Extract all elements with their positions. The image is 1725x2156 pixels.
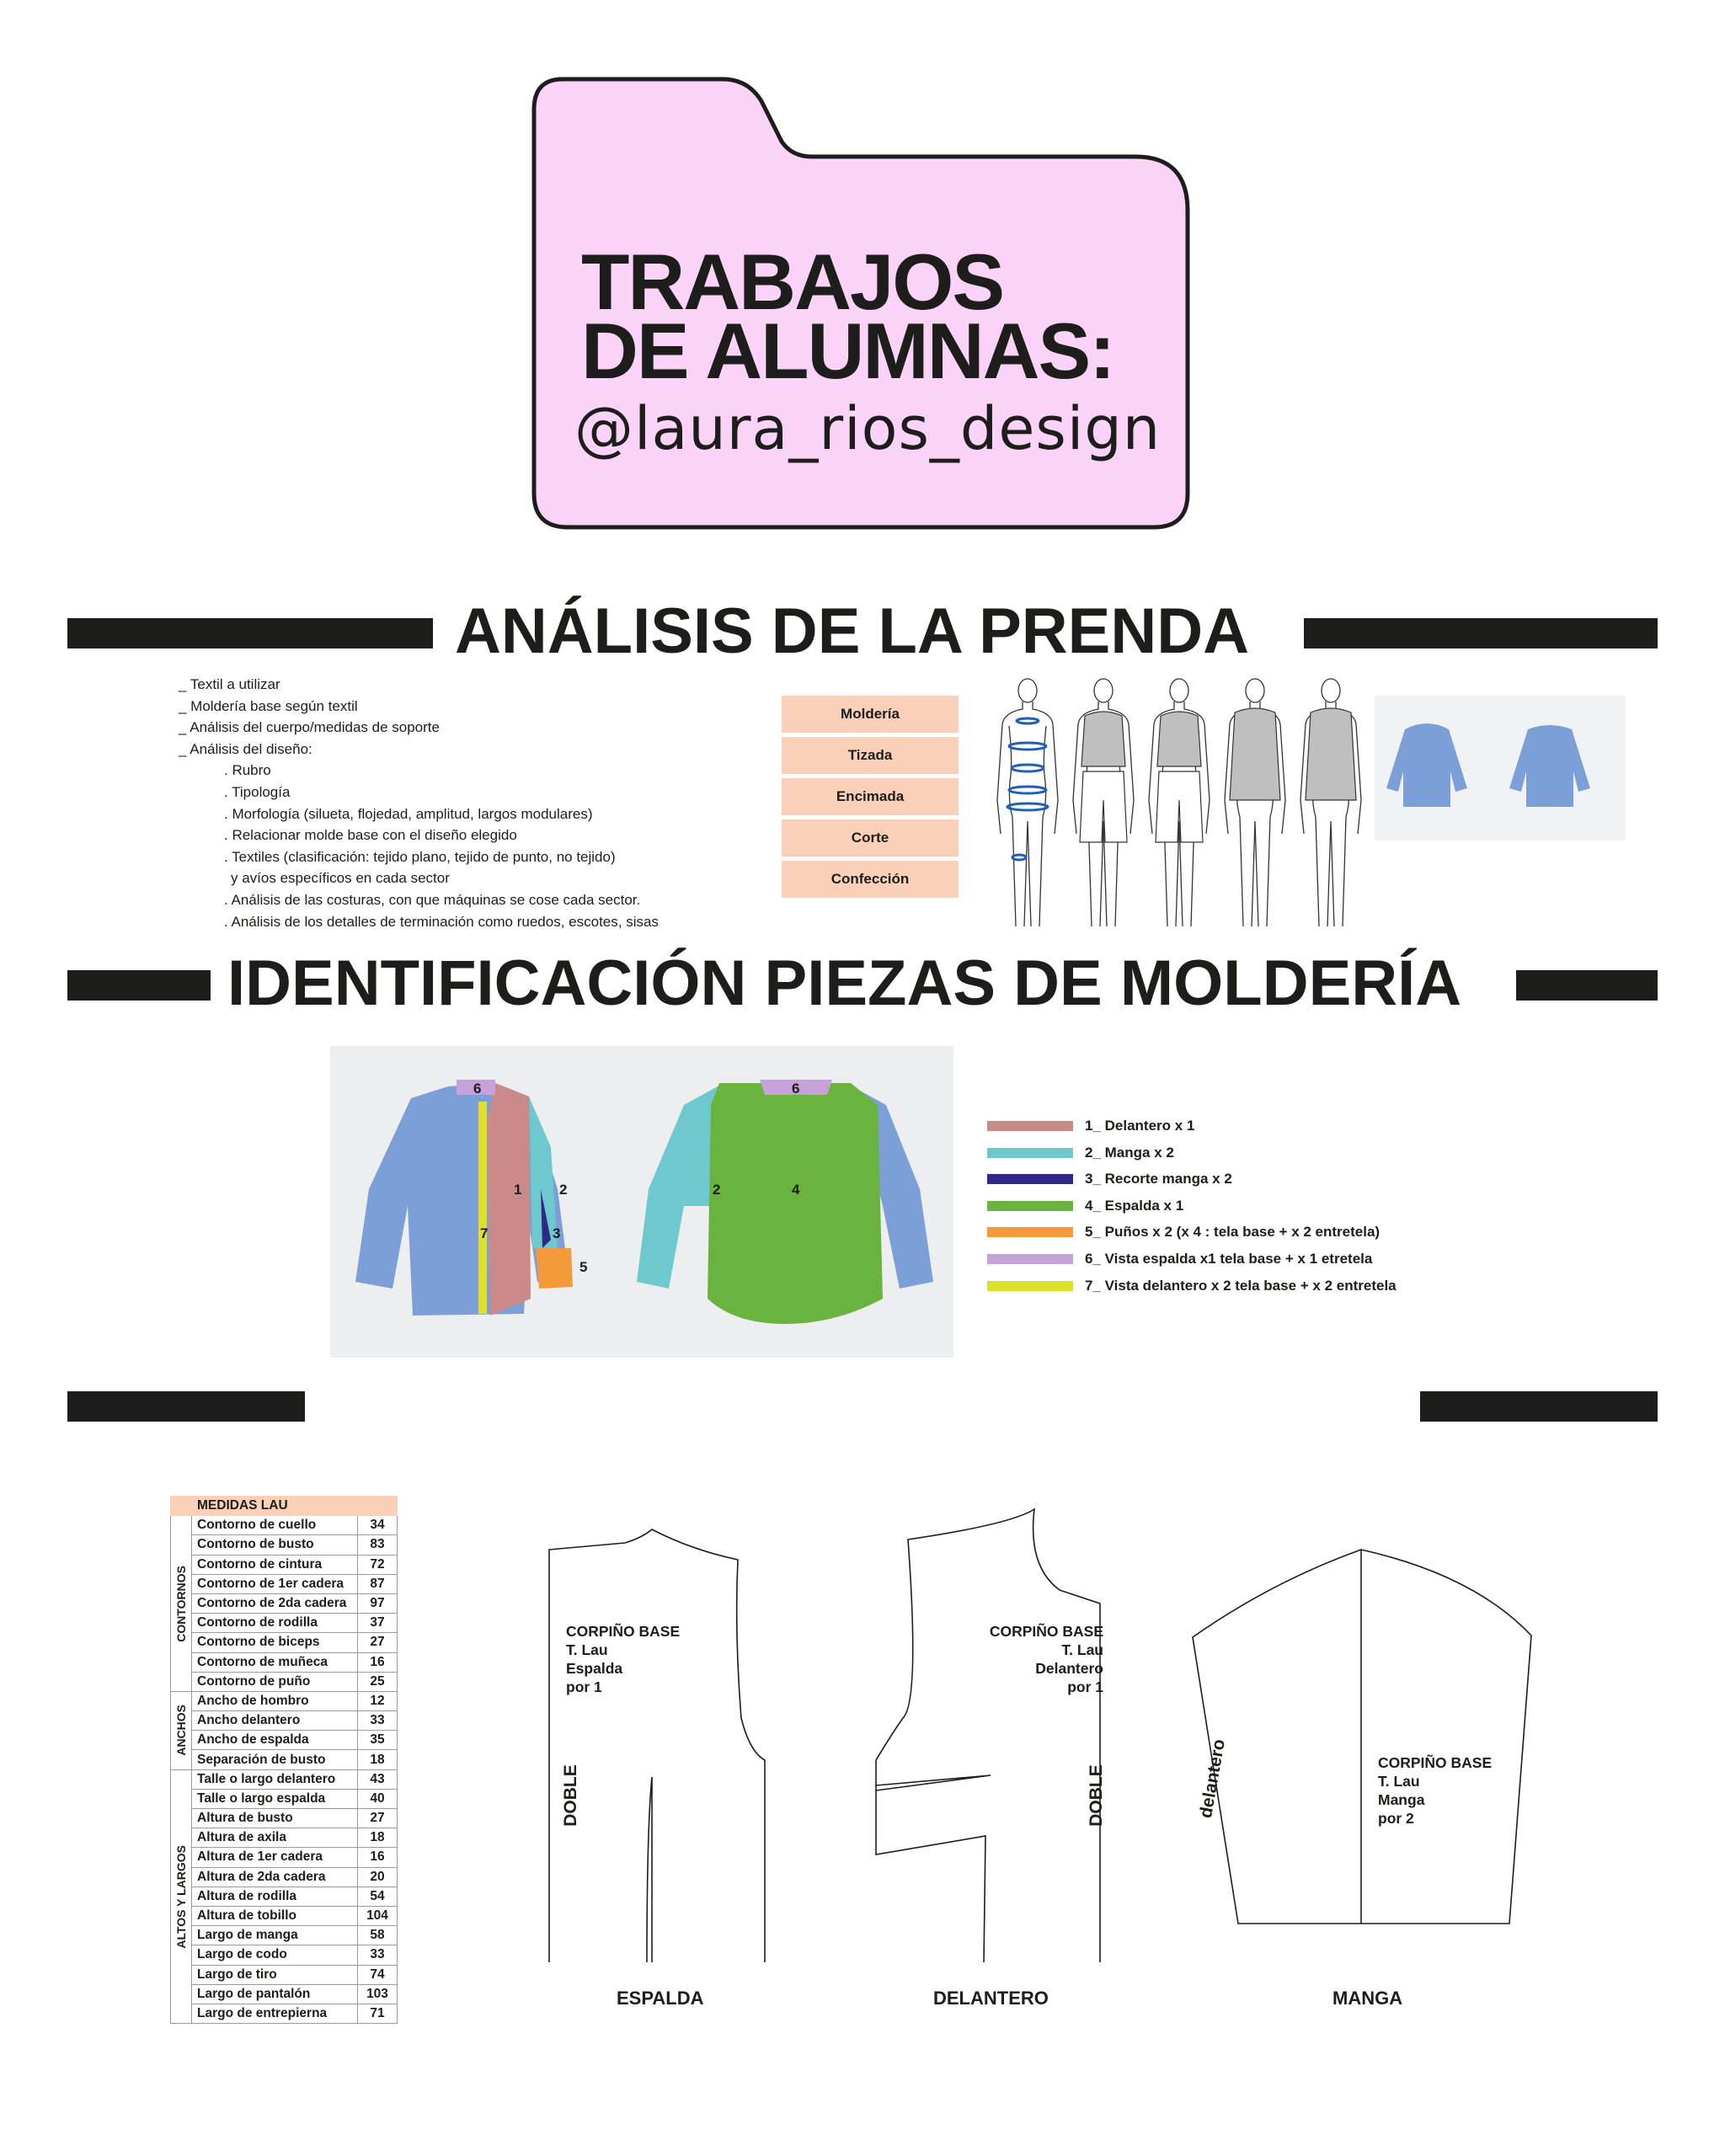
measure-value: 37 xyxy=(358,1614,398,1633)
list-item: _ Análisis del cuerpo/medidas de soporte xyxy=(179,719,440,736)
garment-pieces-image xyxy=(330,1046,953,1358)
measure-value: 71 xyxy=(358,2004,398,2023)
header-title-line2: DE ALUMNAS: xyxy=(581,307,1114,395)
legend-label: 4_ Espalda x 1 xyxy=(1085,1198,1184,1214)
legend-item xyxy=(987,1197,1183,1215)
piece-number: 3 xyxy=(553,1225,561,1241)
measure-label xyxy=(171,1497,192,1516)
pattern-manga-label: MANGA xyxy=(1332,1988,1403,2009)
table-row xyxy=(171,1965,398,1984)
list-item: _ Análisis del diseño: xyxy=(179,740,312,757)
measure-label: Contorno de cuello xyxy=(192,1516,358,1535)
table-row xyxy=(171,1672,398,1691)
table-row xyxy=(171,1828,398,1848)
pattern-espalda-fold: DOBLE xyxy=(561,1764,580,1827)
measure-label: Largo de manga xyxy=(192,1926,358,1945)
table-row xyxy=(171,1593,398,1613)
pattern-manga-side: delantero xyxy=(1195,1737,1230,1820)
table-row xyxy=(171,1789,398,1808)
table-row xyxy=(171,1691,398,1710)
legend-label: 6_ Vista espalda x1 tela base + x 1 etretela xyxy=(1085,1251,1373,1267)
measure-label: Altura de 2da cadera xyxy=(192,1867,358,1886)
table-row xyxy=(171,1848,398,1867)
section-bar-right xyxy=(1304,618,1658,648)
legend-swatch xyxy=(987,1174,1073,1184)
pattern-espalda-text: CORPIÑO BASE T. Lau Espalda por 1 xyxy=(566,1623,681,1695)
legend-swatch xyxy=(987,1148,1073,1158)
measure-value: 83 xyxy=(358,1535,398,1555)
table-row xyxy=(171,1633,398,1652)
legend-swatch xyxy=(987,1227,1073,1237)
table-row xyxy=(171,1809,398,1828)
measure-value: 58 xyxy=(358,1926,398,1945)
measure-value: 33 xyxy=(358,1945,398,1965)
list-subitem: . Tipología xyxy=(224,783,291,800)
section-bar-right xyxy=(1516,970,1658,1001)
measure-value: 43 xyxy=(358,1769,398,1789)
legend-label: 1_ Delantero x 1 xyxy=(1085,1118,1195,1134)
measure-label: Ancho delantero xyxy=(192,1711,358,1731)
garment-photo xyxy=(1375,696,1626,841)
measure-value: 16 xyxy=(358,1652,398,1672)
analysis-list xyxy=(179,674,659,932)
measure-value: 35 xyxy=(358,1731,398,1750)
table-row xyxy=(171,1614,398,1633)
table-row xyxy=(171,1731,398,1750)
list-subitem: . Rubro xyxy=(224,762,271,779)
measure-value xyxy=(358,1497,398,1516)
table-row xyxy=(171,1652,398,1672)
measure-value: 33 xyxy=(358,1711,398,1731)
measure-label: Contorno de 2da cadera xyxy=(192,1593,358,1613)
section-title-analisis: ANÁLISIS DE LA PRENDA xyxy=(455,595,1250,667)
measure-label: Talle o largo espalda xyxy=(192,1789,358,1808)
pattern-delantero-fold: DOBLE xyxy=(1087,1764,1106,1827)
list-subitem: . Análisis de los detalles de terminación como ruedos, escotes, sisas xyxy=(224,913,659,930)
measure-value: 104 xyxy=(358,1906,398,1925)
measure-label: Largo de tiro xyxy=(192,1965,358,1984)
section-title-identificacion: IDENTIFICACIÓN PIEZAS DE MOLDERÍA xyxy=(227,947,1462,1019)
measure-label: Talle o largo delantero xyxy=(192,1769,358,1789)
measure-value: 72 xyxy=(358,1555,398,1574)
measure-label: Largo de codo xyxy=(192,1945,358,1965)
measure-label: Altura de rodilla xyxy=(192,1886,358,1906)
group-label: ANCHOS xyxy=(171,1691,192,1769)
list-subitem: . Análisis de las costuras, con que máquinas se cose cada sector. xyxy=(224,891,641,908)
pattern-delantero-label: DELANTERO xyxy=(933,1988,1049,2009)
list-subitem: y avíos específicos en cada sector xyxy=(231,870,450,887)
table-row xyxy=(171,1906,398,1925)
step-molderia: Moldería xyxy=(782,696,959,733)
measure-label: Altura de axila xyxy=(192,1828,358,1848)
table-row xyxy=(171,1769,398,1789)
section-bar-left xyxy=(67,618,433,648)
measure-value: 54 xyxy=(358,1886,398,1906)
group-label: ALTOS Y LARGOS xyxy=(171,1769,192,2023)
legend-label: 5_ Puños x 2 (x 4 : tela base + x 2 entretela) xyxy=(1085,1224,1381,1240)
piece-number: 5 xyxy=(579,1259,588,1275)
table-row xyxy=(171,1886,398,1906)
legend-item xyxy=(987,1277,1397,1295)
measure-label: Contorno de rodilla xyxy=(192,1614,358,1633)
step-confeccion: Confección xyxy=(782,861,959,898)
measures-table xyxy=(170,1496,398,2024)
legend-swatch xyxy=(987,1201,1073,1211)
table-row xyxy=(171,1711,398,1731)
list-subitem: . Morfología (silueta, flojedad, amplitud, largos modulares) xyxy=(224,805,593,822)
pattern-manga xyxy=(1193,1550,1531,1924)
legend-label: 3_ Recorte manga x 2 xyxy=(1085,1171,1232,1187)
measure-value: 25 xyxy=(358,1672,398,1691)
measure-label: Contorno de 1er cadera xyxy=(192,1574,358,1593)
step-corte: Corte xyxy=(782,819,959,857)
measure-value: 16 xyxy=(358,1848,398,1867)
measure-value: 34 xyxy=(358,1516,398,1535)
header-title-line1: TRABAJOS xyxy=(581,237,1004,326)
pattern-espalda xyxy=(549,1529,765,1962)
legend-swatch xyxy=(987,1254,1073,1264)
piece-number: 1 xyxy=(514,1182,522,1198)
piece-number: 2 xyxy=(559,1182,568,1198)
measure-label: Contorno de cintura xyxy=(192,1555,358,1574)
table-row xyxy=(171,1535,398,1555)
measure-value: 18 xyxy=(358,1750,398,1769)
step-tizada: Tizada xyxy=(782,737,959,774)
body-figures-illustration xyxy=(994,674,1365,935)
list-item: _ Textil a utilizar xyxy=(179,676,280,692)
measure-label: Altura de 1er cadera xyxy=(192,1848,358,1867)
table-row xyxy=(171,1945,398,1965)
measure-label: Contorno de biceps xyxy=(192,1633,358,1652)
section-bar-left xyxy=(67,970,211,1001)
group-label: CONTORNOS xyxy=(171,1516,192,1692)
legend-item xyxy=(987,1250,1372,1268)
legend-swatch xyxy=(987,1121,1073,1131)
measure-label: Altura de tobillo xyxy=(192,1906,358,1925)
measure-value: 12 xyxy=(358,1691,398,1710)
measure-label: Altura de busto xyxy=(192,1809,358,1828)
header-handle: @laura_rios_design xyxy=(574,394,1162,463)
pattern-manga-text: CORPIÑO BASE T. Lau Manga por 2 xyxy=(1378,1754,1493,1827)
table-row xyxy=(171,1867,398,1886)
legend-label: 7_ Vista delantero x 2 tela base + x 2 entretela xyxy=(1085,1278,1397,1294)
measure-value: 97 xyxy=(358,1593,398,1613)
legend-item xyxy=(987,1117,1194,1135)
measure-label: Contorno de muñeca xyxy=(192,1652,358,1672)
list-item: _ Moldería base según textil xyxy=(179,697,358,714)
section-bar-left xyxy=(67,1391,305,1422)
measure-label: Ancho de espalda xyxy=(192,1731,358,1750)
table-row xyxy=(171,1750,398,1769)
pattern-espalda-label: ESPALDA xyxy=(617,1988,704,2009)
piece-number: 6 xyxy=(792,1081,800,1097)
piece-number: 7 xyxy=(480,1225,489,1241)
measure-label: Contorno de busto xyxy=(192,1535,358,1555)
table-row xyxy=(171,1984,398,2004)
legend-label: 2_ Manga x 2 xyxy=(1085,1145,1174,1161)
measure-value: 87 xyxy=(358,1574,398,1593)
piece-number: 4 xyxy=(792,1182,800,1198)
measure-value: 20 xyxy=(358,1867,398,1886)
pattern-delantero xyxy=(876,1509,1100,1962)
measure-label: Ancho de hombro xyxy=(192,1691,358,1710)
step-encimada: Encimada xyxy=(782,778,959,815)
table-title: MEDIDAS LAU xyxy=(192,1497,358,1516)
piece-number: 6 xyxy=(473,1081,482,1097)
legend-item xyxy=(987,1144,1174,1162)
list-subitem: . Textiles (clasificación: tejido plano, tejido de punto, no tejido) xyxy=(224,848,616,865)
measure-label: Largo de entrepierna xyxy=(192,2004,358,2023)
measure-value: 18 xyxy=(358,1828,398,1848)
measure-label: Largo de pantalón xyxy=(192,1984,358,2004)
pattern-drawings xyxy=(539,1491,1558,1962)
piece-number: 2 xyxy=(713,1182,721,1198)
pattern-delantero-text: CORPIÑO BASE T. Lau Delantero por 1 xyxy=(989,1623,1103,1695)
table-row xyxy=(171,1516,398,1535)
legend-item xyxy=(987,1170,1232,1188)
table-row xyxy=(171,2004,398,2023)
measure-label: Contorno de puño xyxy=(192,1672,358,1691)
measure-value: 103 xyxy=(358,1984,398,2004)
legend-swatch xyxy=(987,1281,1073,1291)
measure-value: 27 xyxy=(358,1809,398,1828)
measure-value: 40 xyxy=(358,1789,398,1808)
section-bar-right xyxy=(1420,1391,1658,1422)
list-subitem: . Relacionar molde base con el diseño elegido xyxy=(224,827,517,844)
legend-item xyxy=(987,1223,1380,1241)
table-row xyxy=(171,1926,398,1945)
table-row xyxy=(171,1555,398,1574)
measure-value: 27 xyxy=(358,1633,398,1652)
measure-label: Separación de busto xyxy=(192,1750,358,1769)
table-row xyxy=(171,1574,398,1593)
measure-value: 74 xyxy=(358,1965,398,1984)
